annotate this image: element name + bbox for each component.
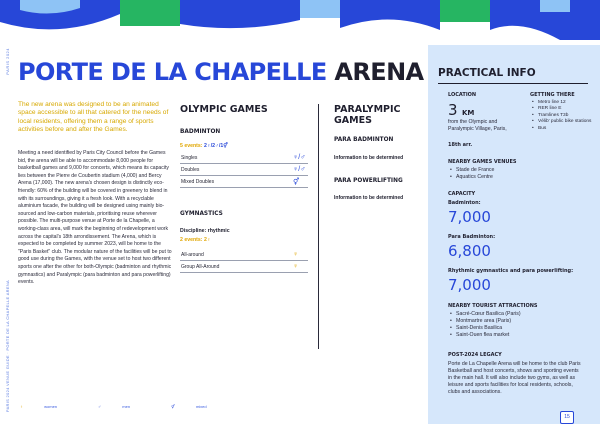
- distance-unit: KM: [462, 109, 475, 117]
- table-row: [180, 176, 308, 188]
- nearby-venues-label: NEARBY GAMES VENUES: [448, 159, 517, 165]
- para-powerlifting-info: Information to be determined: [334, 195, 404, 201]
- list-item: • Bus: [538, 126, 598, 132]
- para-badminton-heading: PARA BADMINTON: [334, 137, 394, 143]
- capacity-para-label: Para Badminton:: [448, 234, 496, 240]
- event-name: Singles: [180, 152, 292, 164]
- gymnastics-events-label: 2 events:: [180, 237, 203, 243]
- gender-icon: ♀: [292, 261, 308, 273]
- gender-icon: ♀/♂: [292, 152, 308, 164]
- legend-men: [98, 404, 150, 409]
- badminton-table: [180, 152, 308, 188]
- getting-there-label: GETTING THERE: [530, 92, 575, 98]
- para-badminton-info: Information to be determined: [334, 155, 404, 161]
- gender-icon: ♀/♂: [292, 164, 308, 176]
- gymnastics-heading: GYMNASTICS: [180, 211, 223, 217]
- nearby-venues-list: [448, 167, 586, 181]
- title-part-2: ARENA: [334, 58, 424, 86]
- side-label-bottom: PARIS 2024 VENUE GUIDE · PORTE DE LA CHAPELLE ARENA: [5, 280, 10, 413]
- badminton-events-label: 5 events:: [180, 143, 203, 149]
- transport-list: [530, 100, 598, 132]
- event-name: Group All-Around: [180, 261, 292, 273]
- legend-mixed-label: mixed: [195, 404, 207, 409]
- capacity-rg-value: 7,000: [448, 276, 491, 294]
- gender-icon: ♀: [292, 249, 308, 261]
- location-label: LOCATION: [448, 92, 477, 98]
- table-row: [180, 249, 308, 261]
- location-distance: [448, 101, 474, 120]
- list-item: • Metro line 12: [538, 100, 598, 106]
- legacy-label: POST-2024 LEGACY: [448, 352, 502, 358]
- event-name: Doubles: [180, 164, 292, 176]
- table-row: [180, 261, 308, 273]
- legend-men-label: men: [122, 404, 131, 409]
- badminton-events-value: 2♀/2♂/1⚥: [203, 143, 228, 149]
- table-row: [180, 164, 308, 176]
- gymnastics-events-value: 2♀: [203, 237, 211, 243]
- women-icon: ♀: [20, 404, 23, 409]
- list-item: • Montmartre area (Paris): [456, 318, 586, 325]
- list-item: • RER line E: [538, 106, 598, 112]
- practical-info-title: PRACTICAL INFO: [438, 67, 536, 79]
- location-from: from the Olympic and Paralympic Village, Paris,: [448, 119, 507, 132]
- body-paragraph: Meeting a need identified by Paris City Council before the Games bid, the arena will be able to accommodate 8,000 people for basketball games and 9,000 for concerts, which means its capacity lies between the Pierre de Coubertin stadium (4,000) and Bercy Arena (17,000). The new arena's chosen design is distinctly eco-friendly: 60% of the building will be covered in greenery to blend in with its surroundings, giving it a fresh look. With a recyclable aluminium facade, the building will be designed using mainly bio-sourced and low-carbon materials, prioritising reuse wherever possible. The multi-purpose venue at Porte de la Chapelle, a working-class area, will mark the beginning of redevelopment work across the capital's 18th arrondissement. The Arena, which is expected to be completed by summer 2023, will be home to the "Paris Basket" club. The modular nature of the facilities will be put to good use during the Games, with the venue set to host two different sports one after the other for both-Olympic (badminton and rhythmic gymnastics) and Paralympic (para badminton and para powerlifting) events.: [18, 150, 172, 286]
- top-decorative-band: [0, 0, 600, 40]
- capacity-para-value: 6,800: [448, 242, 491, 260]
- capacity-badminton-label: Badminton:: [448, 200, 481, 206]
- list-item: • Aquatics Centre: [456, 174, 586, 181]
- para-powerlifting-heading: PARA POWERLIFTING: [334, 178, 403, 184]
- event-name: All-around: [180, 249, 292, 261]
- column-divider: [318, 104, 319, 349]
- mixed-icon: ⚥: [171, 404, 175, 409]
- title-part-1: PORTE DE LA CHAPELLE: [18, 58, 327, 86]
- intro-paragraph: The new arena was designed to be an animated space accessible to all that catered for the needs of local residents, offering them a range of sports activities before and after the Games.: [18, 101, 169, 134]
- list-item: • Tramlines T3b: [538, 113, 598, 119]
- event-name: Mixed Doubles: [180, 176, 292, 188]
- gender-icon: ⚥: [292, 176, 308, 188]
- olympic-heading: OLYMPIC GAMES: [180, 104, 268, 115]
- gymnastics-discipline: Discipline: rhythmic: [180, 228, 230, 234]
- capacity-badminton-value: 7,000: [448, 208, 491, 226]
- legacy-text: Porte de La Chapelle Arena will be home to the club Paris Basketball and host concerts, shows and sporting events in the main hall. It will also include two gyms, as well as leisure and sports facilities for local residents, schools, clubs and associations.: [448, 361, 581, 395]
- legend-women-label: women: [44, 404, 58, 409]
- page-number: 15: [560, 411, 574, 424]
- badminton-events: [180, 143, 228, 149]
- gymnastics-table: [180, 249, 308, 273]
- location-arr: 18th arr.: [448, 142, 473, 148]
- legend-women: [20, 404, 77, 409]
- side-label-top: PARIS 2024: [5, 48, 10, 75]
- list-item: • Sacré-Cœur Basilica (Paris): [456, 311, 586, 318]
- practical-info-rule: [438, 83, 588, 84]
- list-item: • Saint-Denis Basilica: [456, 325, 586, 332]
- page-title: [18, 58, 424, 86]
- table-row: [180, 152, 308, 164]
- capacity-rg-label: Rhythmic gymnastics and para powerlifting:: [448, 268, 574, 274]
- men-icon: ♂: [98, 404, 102, 409]
- attractions-label: NEARBY TOURIST ATTRACTIONS: [448, 303, 538, 309]
- gender-legend: [20, 404, 247, 409]
- badminton-heading: BADMINTON: [180, 129, 221, 135]
- gymnastics-events: [180, 237, 211, 243]
- list-item: • Stade de France: [456, 167, 586, 174]
- distance-value: 3: [448, 101, 458, 119]
- capacity-label: CAPACITY: [448, 191, 476, 197]
- attractions-list: [448, 311, 586, 339]
- paralympic-heading: PARALYMPIC GAMES: [334, 104, 401, 126]
- list-item: • Vélib' public bike stations: [538, 119, 598, 125]
- list-item: • Saint-Ouen flea market: [456, 332, 586, 339]
- legend-mixed: [171, 404, 226, 409]
